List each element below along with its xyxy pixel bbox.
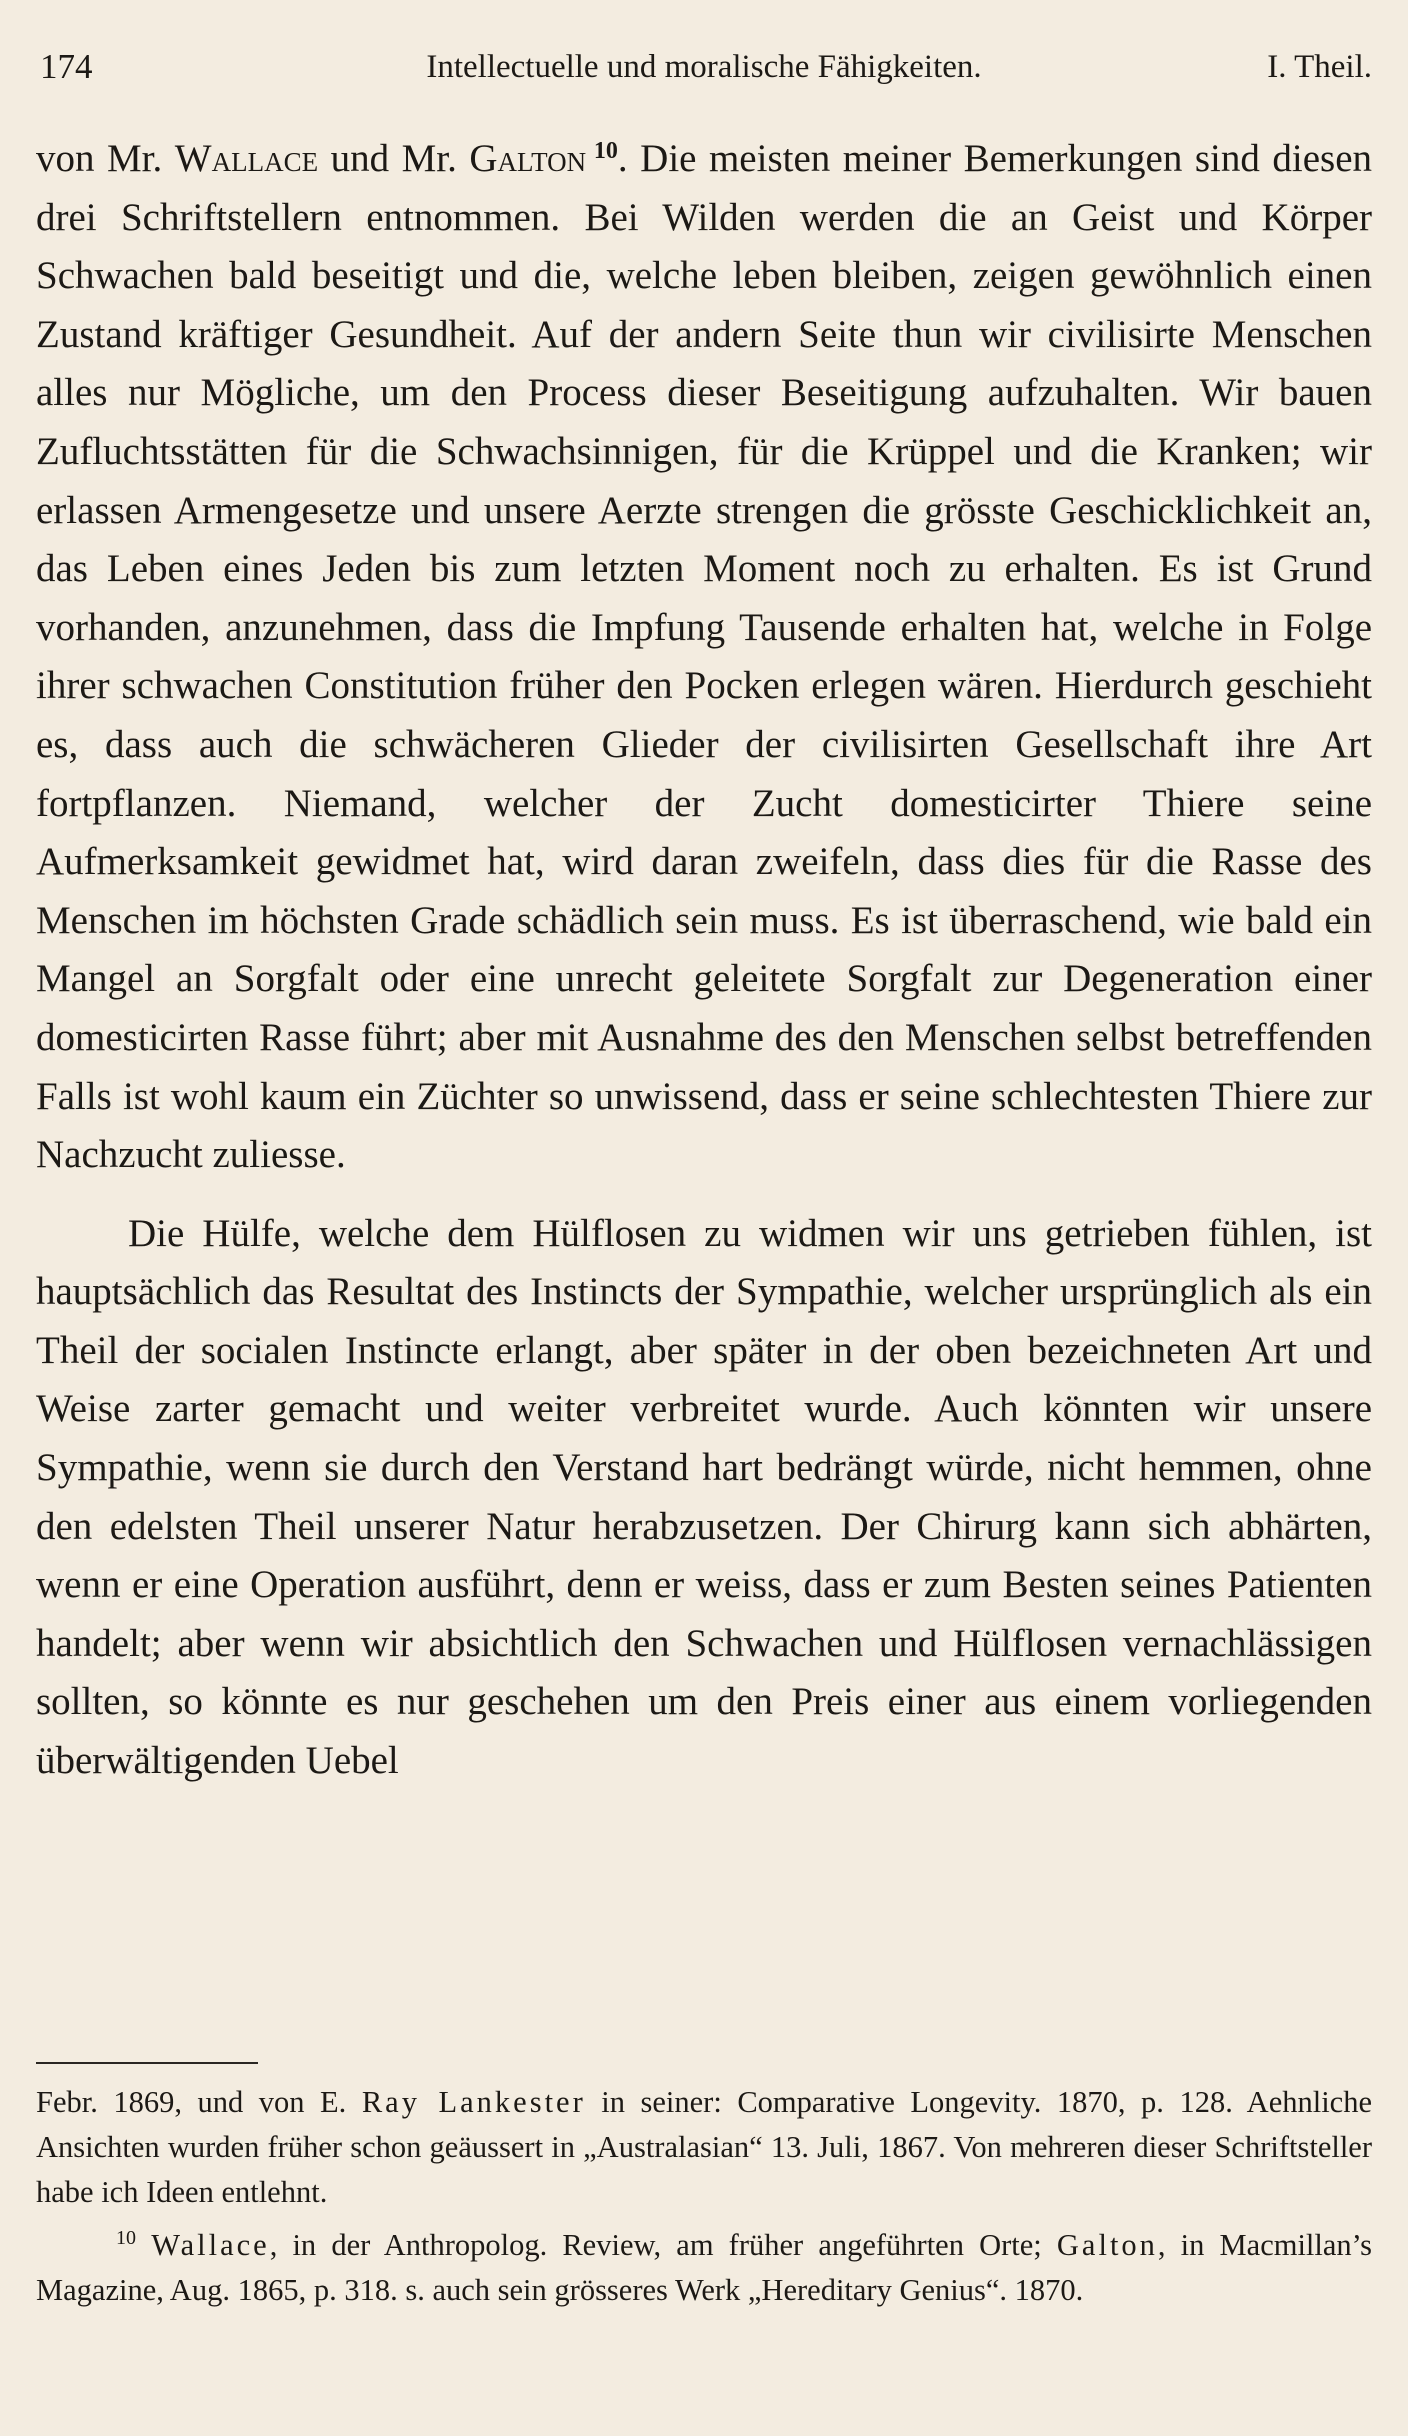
footnote-continued [36,2080,1372,2215]
text-run: , in Macmillan’s Magazine, Aug. 1865, p. 318. s. auch sein grösseres Werk „Hereditary Genius“. 1870. [36,2228,1373,2307]
author-name-lankester: Ray Lankester [361,2085,586,2119]
text-run: von Mr. [36,137,175,180]
author-name-galton: Galton [1056,2228,1158,2262]
footnote-10 [36,2223,1372,2313]
part-label: I. Theil. [1267,49,1372,85]
running-header [36,42,1372,92]
footnote-reference: 10 [593,138,618,164]
footnote-separator [36,2062,258,2064]
footnote-number: 10 [116,2227,136,2249]
book-page [36,0,1372,2436]
text-run: und Mr. [318,137,470,180]
page-number: 174 [40,47,93,86]
paragraph-continued [36,130,1372,1185]
paragraph: Die Hülfe, welche dem Hülflosen zu widmen wir uns getrieben fühlen, ist hauptsächlich das Resultat des Instincts der Sympathie, welcher ursprünglich als ein Theil der socialen Instincte erlangt, aber später in der oben bezeichneten Art und Weise zarter gemacht und weiter verbreitet wurde. Auch könnten wir unsere Sympathie, wenn sie durch den Verstand hart bedrängt würde, nicht hemmen, ohne den edelsten Theil unserer Natur herabzusetzen. Der Chirurg kann sich abhärten, wenn er eine Operation ausführt, denn er weiss, dass er zum Besten seines Patienten handelt; aber wenn wir absichtlich den Schwachen und Hülflosen vernachlässigen sollten, so könnte es nur geschehen um den Preis einer aus einem vorliegenden überwältigenden Uebel [36,1211,1372,1783]
footnotes [36,2080,1372,2313]
author-name-wallace: Wallace [151,2228,270,2262]
text-run: in seiner: Comparative Longevity. 1870, p. 128. Aehnliche Ansichten wurden früher schon geäussert in „Australasian“ 13. Juli, 1867. Von mehreren dieser Schriftsteller habe ich Ideen entlehnt. [36,2085,1373,2209]
text-run: Febr. 1869, und von E. [36,2085,362,2119]
running-title: Intellectuelle und moralische Fähigkeiten. [426,49,982,85]
text-run: , in der Anthropolog. Review, am früher angeführten Orte; [269,2228,1057,2262]
main-text [36,130,1372,1791]
author-name-wallace: Wallace [174,137,319,180]
text-run: . Die meisten meiner Bemerkungen sind diesen drei Schriftstellern entnommen. Bei Wilden werden die an Geist und Körper Schwachen bald beseitigt und die, welche leben bleiben, zeigen gewöhnlich einen Zustand kräftiger Gesundheit. Auf der andern Seite thun wir civilisirte Menschen alles nur Mögliche, um den Process dieser Beseitigung aufzuhalten. Wir bauen Zufluchtsstätten für die Schwachsinnigen, für die Krüppel und die Kranken; wir erlassen Armengesetze und unsere Aerzte strengen die grösste Geschicklichkeit an, das Leben eines Jeden bis zum letzten Moment noch zu erhalten. Es ist Grund vorhanden, anzunehmen, dass die Impfung Tausende erhalten hat, welche in Folge ihrer schwachen Constitution früher den Pocken erlegen wären. Hierdurch geschieht es, dass auch die schwächeren Glieder der civilisirten Gesellschaft ihre Art fortpflanzen. Niemand, welcher der Zucht domesticirter Thiere seine Aufmerksamkeit gewidmet hat, wird daran zweifeln, dass dies für die Rasse des Menschen im höchsten Grade schädlich sein muss. Es ist überraschend, wie bald ein Mangel an Sorgfalt oder eine unrecht geleitete Sorgfalt zur Degeneration einer domesticirten Rasse führt; aber mit Ausnahme des den Menschen selbst betreffenden Falls ist wohl kaum ein Züchter so unwissend, dass er seine schlechtesten Thiere zur Nachzucht zuliesse. [36,137,1373,1177]
author-name-galton: Galton [469,137,587,180]
